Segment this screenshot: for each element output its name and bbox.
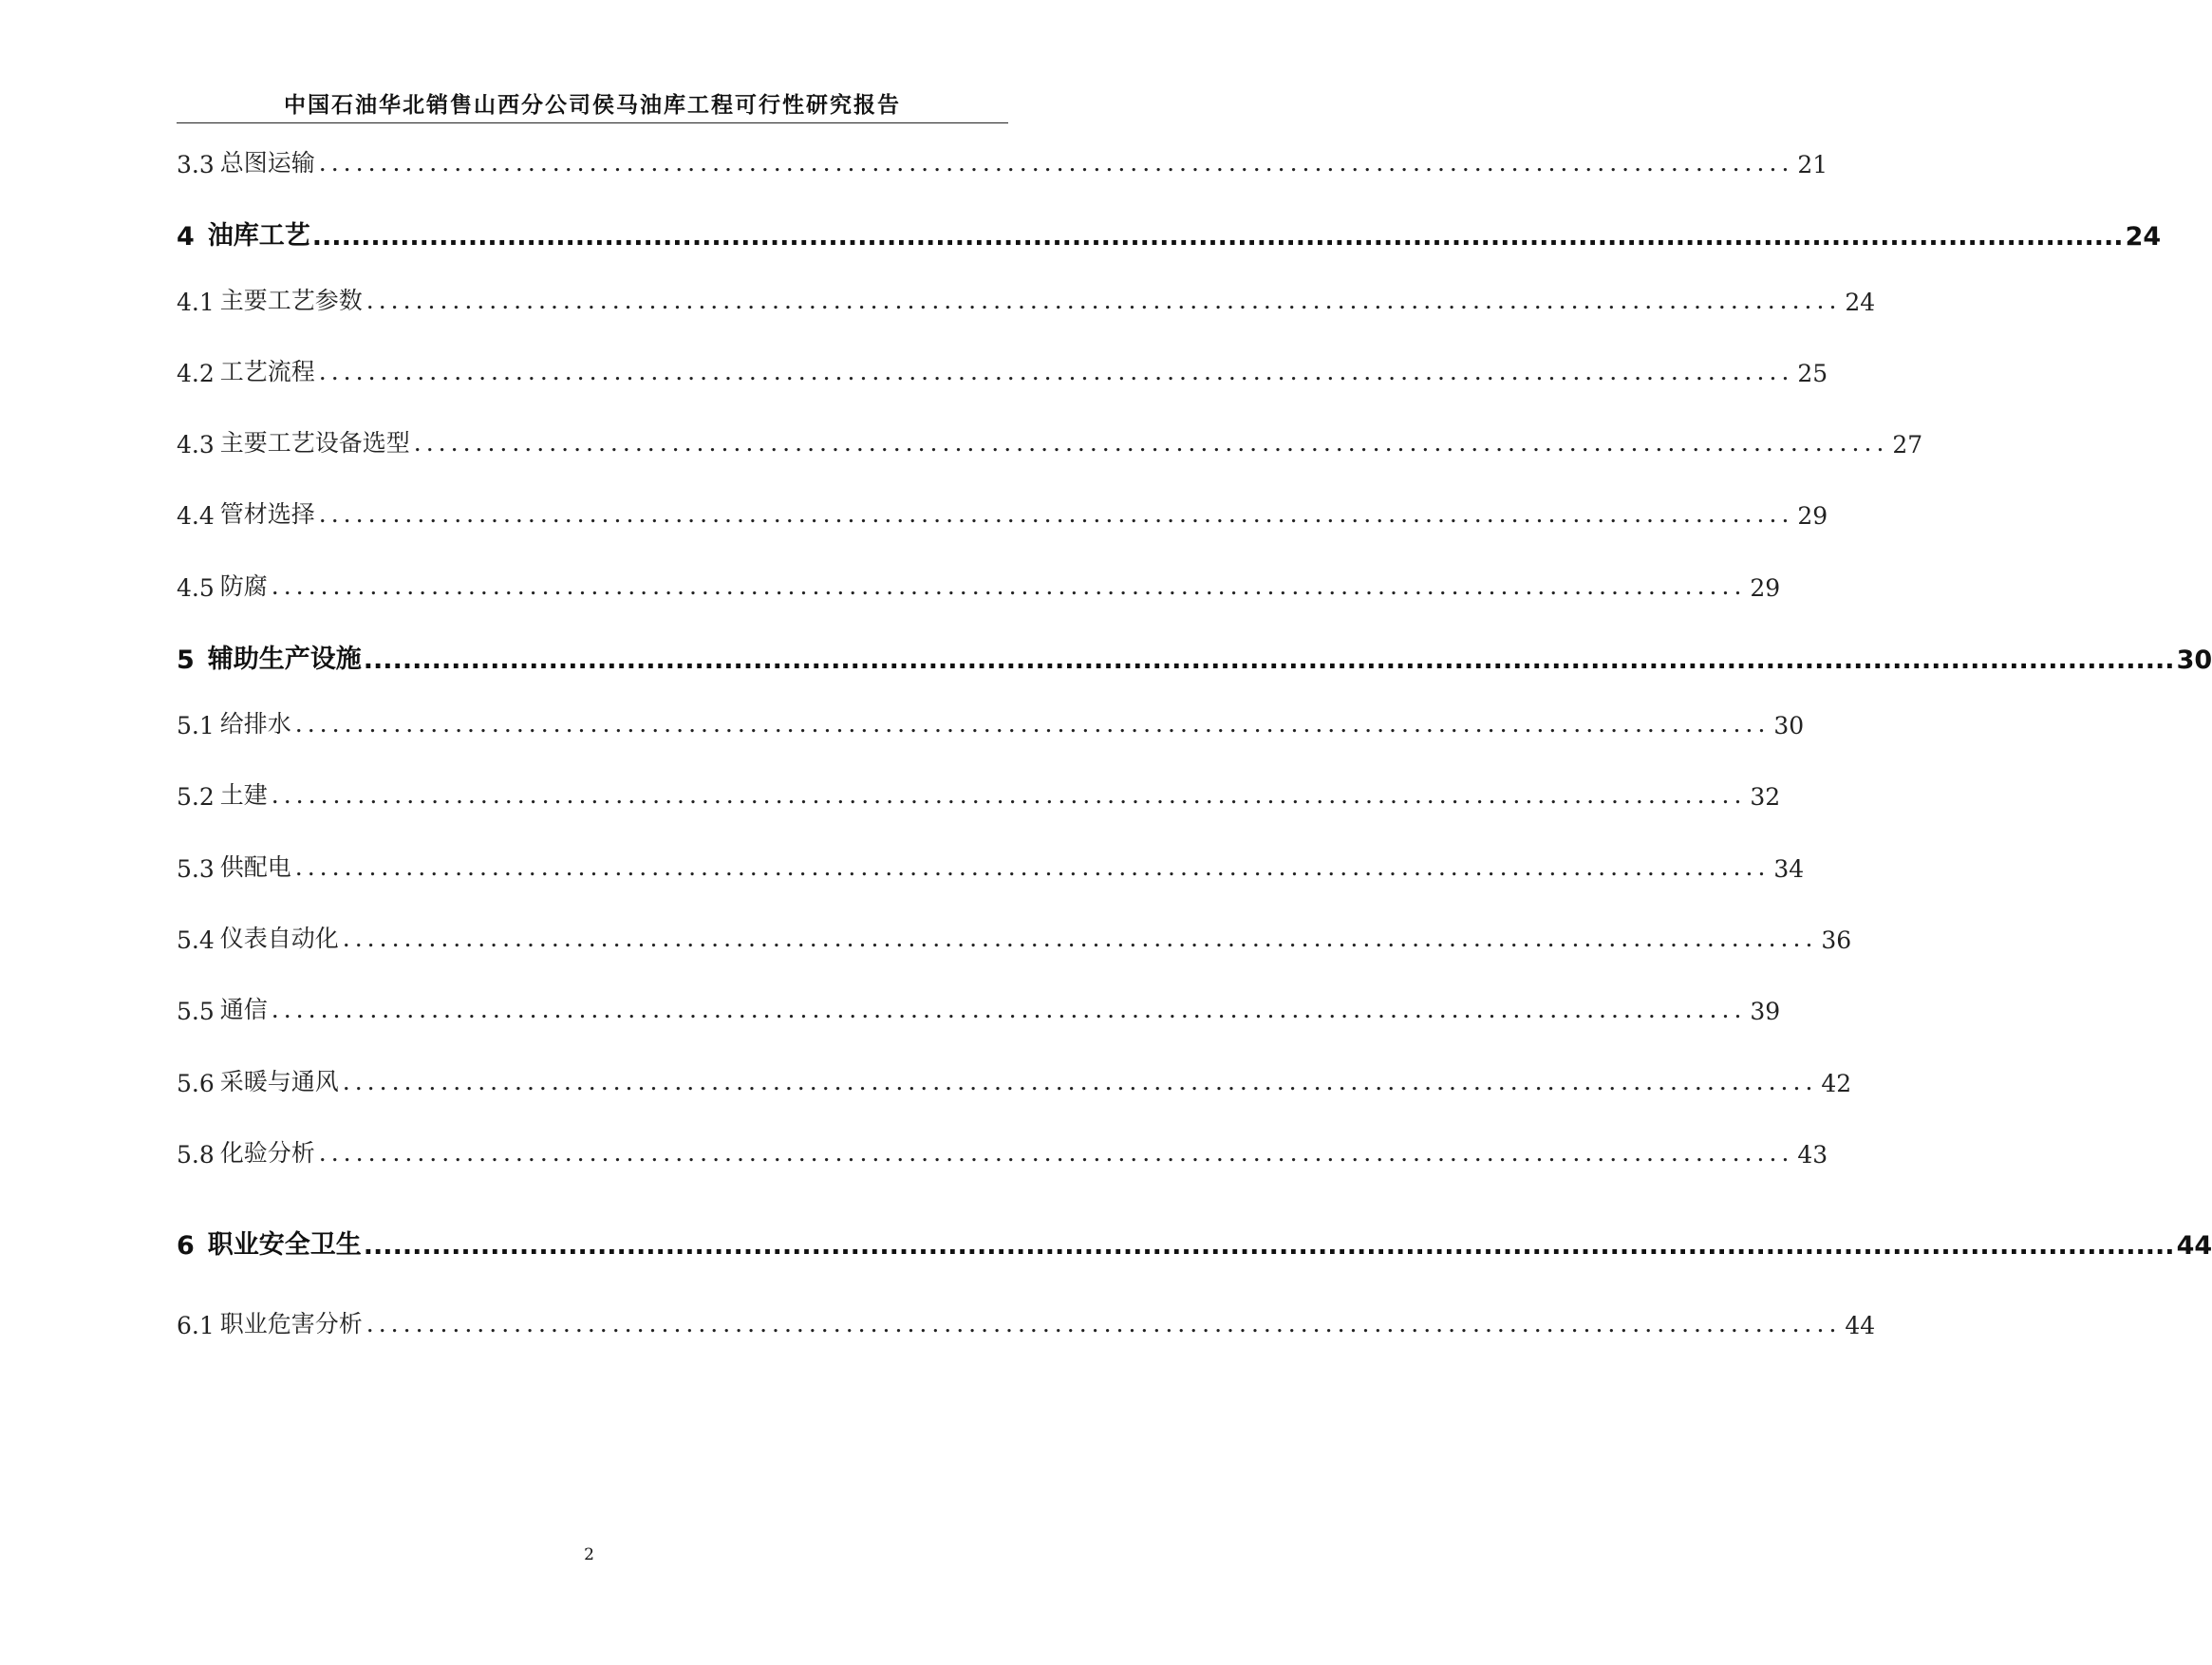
toc-entry-number: 5.4 xyxy=(177,926,215,954)
toc-entry-title: 通信 xyxy=(219,996,268,1023)
dot-leader: .......................................................................................................................................................................................... xyxy=(311,222,2124,252)
toc-entry-3-3[interactable] xyxy=(177,140,1828,178)
toc-entry-number: 4.5 xyxy=(177,574,215,602)
dot-leader: ........................................................................................................................ xyxy=(342,1068,1818,1095)
toc-entry-number: 3.3 xyxy=(177,151,215,178)
toc-entry-5-5[interactable] xyxy=(177,987,1781,1025)
toc-chapter-5[interactable] xyxy=(177,637,2212,675)
toc-chapter-page: 30 xyxy=(2176,645,2212,675)
dot-leader: ........................................................................................................................ xyxy=(271,996,1747,1023)
toc-entry-number: 6.1 xyxy=(177,1312,215,1339)
toc-entry-page: 39 xyxy=(1750,998,1781,1025)
toc-entry-4-4[interactable] xyxy=(177,492,1828,530)
dot-leader: ........................................................................................................................ xyxy=(294,853,1771,881)
toc-entry-number: 5.5 xyxy=(177,998,215,1025)
toc-entry-page: 42 xyxy=(1821,1070,1852,1097)
toc-entry-5-4[interactable] xyxy=(177,916,1852,954)
dot-leader: ........................................................................................................................ xyxy=(366,287,1842,314)
toc-entry-page: 29 xyxy=(1750,574,1781,602)
toc-chapter-number: 5 xyxy=(177,645,195,675)
toc-entry-4-3[interactable] xyxy=(177,421,1923,458)
toc-chapter-number: 6 xyxy=(177,1231,195,1261)
toc-entry-number: 5.3 xyxy=(177,855,215,883)
toc-entry-number: 4.3 xyxy=(177,431,215,458)
toc-chapter-page: 24 xyxy=(2125,222,2162,252)
toc-entry-5-6[interactable] xyxy=(177,1059,1852,1097)
dot-leader: ........................................................................................................................ xyxy=(318,500,1794,528)
toc-entry-4-5[interactable] xyxy=(177,564,1781,602)
toc-chapter-title: 油库工艺 xyxy=(207,221,310,251)
toc-chapter-number: 4 xyxy=(177,222,195,252)
page-number: 2 xyxy=(584,1545,594,1564)
toc-entry-page: 43 xyxy=(1797,1141,1828,1169)
dot-leader: ........................................................................................................................ xyxy=(366,1310,1842,1338)
toc-entry-5-8[interactable] xyxy=(177,1131,1828,1169)
toc-entry-4-2[interactable] xyxy=(177,349,1828,387)
toc-entry-5-1[interactable] xyxy=(177,702,1805,739)
toc-entry-5-3[interactable] xyxy=(177,845,1805,883)
dot-leader: ........................................................................................................................ xyxy=(318,358,1794,385)
toc-entry-number: 4.1 xyxy=(177,289,215,316)
toc-entry-number: 5.1 xyxy=(177,712,215,739)
dot-leader: ........................................................................................................................ xyxy=(318,1139,1794,1167)
toc-entry-page: 27 xyxy=(1892,431,1923,458)
toc-chapter-6[interactable] xyxy=(177,1223,2212,1261)
toc-entry-title: 总图运输 xyxy=(219,149,315,177)
toc-entry-page: 44 xyxy=(1845,1312,1876,1339)
toc-entry-number: 5.6 xyxy=(177,1070,215,1097)
toc-entry-page: 30 xyxy=(1773,712,1805,739)
toc-entry-page: 29 xyxy=(1797,502,1828,530)
toc-entry-6-1[interactable] xyxy=(177,1301,1876,1339)
toc-entry-page: 25 xyxy=(1797,360,1828,387)
document-header-title: 中国石油华北销售山西分公司侯马油库工程可行性研究报告 xyxy=(284,93,901,118)
toc-entry-page: 21 xyxy=(1797,151,1828,178)
dot-leader: ........................................................................................................................ xyxy=(271,572,1747,600)
toc-entry-title: 化验分析 xyxy=(219,1139,315,1167)
toc-entry-title: 仪表自动化 xyxy=(219,925,339,952)
toc-entry-title: 主要工艺参数 xyxy=(219,287,363,314)
toc-entry-number: 4.4 xyxy=(177,502,215,530)
toc-entry-title: 给排水 xyxy=(219,710,291,738)
toc-entry-4-1[interactable] xyxy=(177,278,1876,316)
toc-entry-title: 管材选择 xyxy=(219,500,315,528)
toc-entry-title: 采暖与通风 xyxy=(219,1068,339,1095)
toc-entry-number: 5.2 xyxy=(177,783,215,811)
toc-entry-title: 供配电 xyxy=(219,853,291,881)
toc-chapter-title: 辅助生产设施 xyxy=(207,645,362,674)
toc-chapter-4[interactable] xyxy=(177,214,2162,252)
dot-leader: ........................................................................................................................ xyxy=(413,429,1889,457)
toc-entry-title: 职业危害分析 xyxy=(219,1310,363,1338)
dot-leader: .......................................................................................................................................................................................... xyxy=(363,1231,2175,1261)
dot-leader: ........................................................................................................................ xyxy=(294,710,1771,738)
toc-entry-page: 36 xyxy=(1821,926,1852,954)
toc-entry-number: 5.8 xyxy=(177,1141,215,1169)
toc-entry-page: 34 xyxy=(1773,855,1805,883)
dot-leader: ........................................................................................................................ xyxy=(318,149,1794,177)
toc-entry-page: 24 xyxy=(1845,289,1876,316)
toc-entry-number: 4.2 xyxy=(177,360,215,387)
toc-entry-5-2[interactable] xyxy=(177,773,1781,811)
toc-entry-title: 工艺流程 xyxy=(219,358,315,385)
toc-entry-title: 防腐 xyxy=(219,572,268,600)
toc-entry-title: 主要工艺设备选型 xyxy=(219,429,410,457)
toc-entry-title: 土建 xyxy=(219,781,268,809)
dot-leader: ........................................................................................................................ xyxy=(271,781,1747,809)
dot-leader: ........................................................................................................................ xyxy=(342,925,1818,952)
toc-chapter-title: 职业安全卫生 xyxy=(207,1230,362,1260)
toc-entry-page: 32 xyxy=(1750,783,1781,811)
dot-leader: .......................................................................................................................................................................................... xyxy=(363,645,2175,675)
toc-chapter-page: 44 xyxy=(2176,1231,2212,1261)
header-rule xyxy=(177,122,1008,123)
